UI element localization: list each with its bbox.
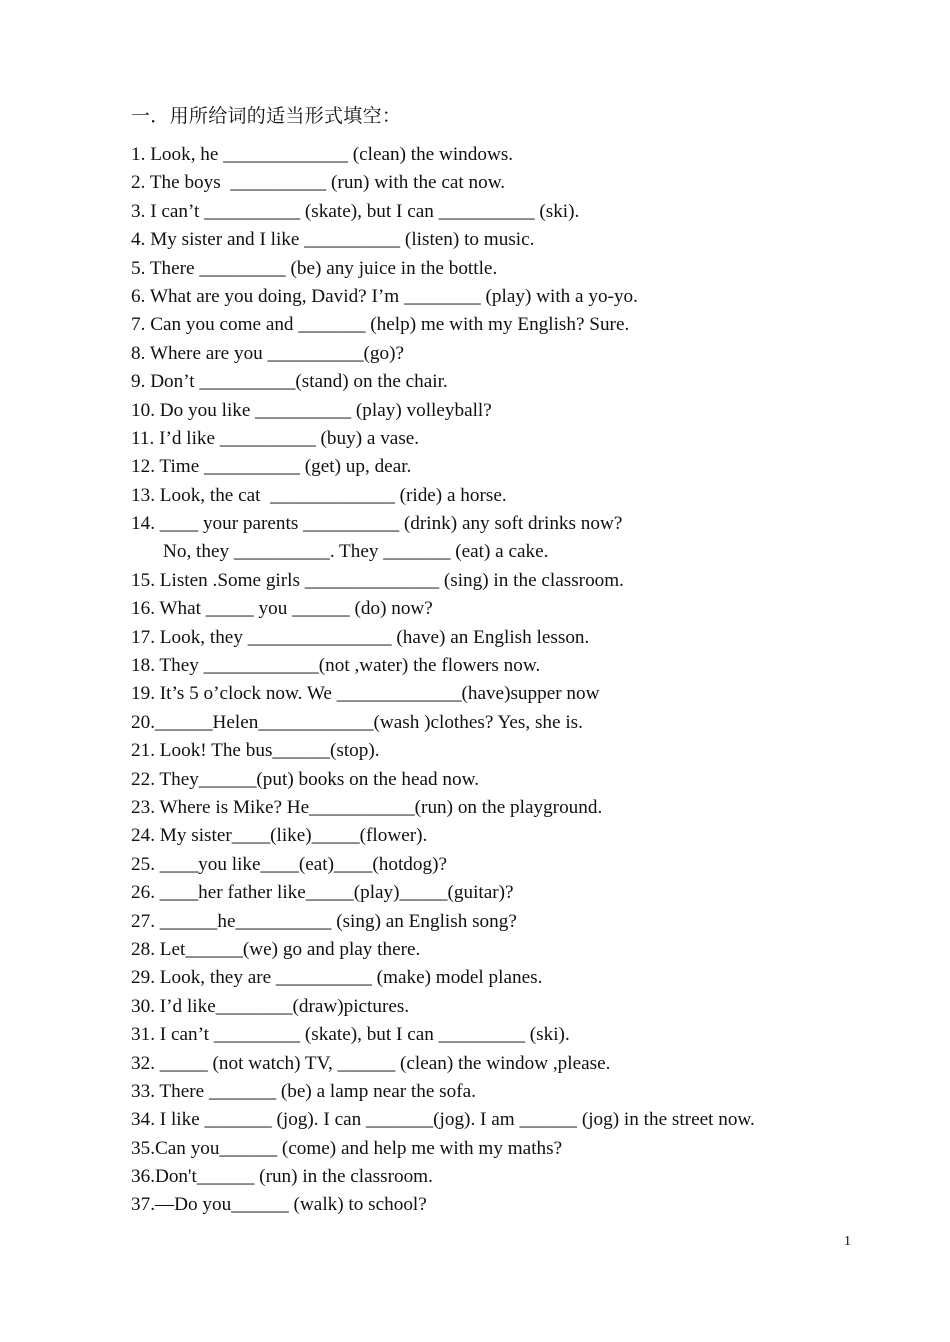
exercise-line: 10. Do you like __________ (play) volleyball? xyxy=(131,399,492,421)
exercise-line: 3. I can’t __________ (skate), but I can __________ (ski). xyxy=(131,200,580,222)
exercise-line: 12. Time __________ (get) up, dear. xyxy=(131,456,412,478)
exercise-line: 6. What are you doing, David? I’m ________ (play) with a yo-yo. xyxy=(131,285,638,307)
exercise-line: 13. Look, the cat _____________ (ride) a horse. xyxy=(131,484,507,506)
exercise-line: 27. ______he__________ (sing) an English song? xyxy=(131,910,517,932)
exercise-line: 9. Don’t __________(stand) on the chair. xyxy=(131,371,448,393)
exercise-line: 11. I’d like __________ (buy) a vase. xyxy=(131,427,420,449)
exercise-line: 16. What _____ you ______ (do) now? xyxy=(131,598,433,620)
exercise-line: 15. Listen .Some girls ______________ (sing) in the classroom. xyxy=(131,569,624,591)
exercise-line: 2. The boys __________ (run) with the cat now. xyxy=(131,172,506,194)
exercise-line: 30. I’d like________(draw)pictures. xyxy=(131,995,410,1017)
exercise-line: 31. I can’t _________ (skate), but I can _________ (ski). xyxy=(131,1024,570,1046)
exercise-line: 19. It’s 5 o’clock now. We _____________(have)supper now xyxy=(131,683,600,705)
section-heading: 一．用所给词的适当形式填空： xyxy=(131,105,402,127)
exercise-line: 18. They ____________(not ,water) the flowers now. xyxy=(131,655,541,677)
exercise-line: 36.Don't______ (run) in the classroom. xyxy=(131,1166,433,1188)
exercise-list xyxy=(131,141,911,1220)
exercise-line-continuation: No, they __________. They _______ (eat) a cake. xyxy=(163,541,549,563)
exercise-line: 34. I like _______ (jog). I can _______(jog). I am ______ (jog) in the street now. xyxy=(131,1109,755,1131)
exercise-line: 28. Let______(we) go and play there. xyxy=(131,938,421,960)
exercise-line: 21. Look! The bus______(stop). xyxy=(131,740,380,762)
exercise-line: 1. Look, he _____________ (clean) the windows. xyxy=(131,144,514,165)
exercise-line: 7. Can you come and _______ (help) me with my English? Sure. xyxy=(131,314,630,336)
exercise-line: 17. Look, they _______________ (have) an English lesson. xyxy=(131,626,590,648)
exercise-line: 8. Where are you __________(go)? xyxy=(131,342,404,364)
exercise-line: 4. My sister and I like __________ (listen) to music. xyxy=(131,229,535,251)
exercise-line: 29. Look, they are __________ (make) model planes. xyxy=(131,967,543,989)
exercise-line: 35.Can you______ (come) and help me with my maths? xyxy=(131,1137,563,1159)
exercise-line: 20.______Helen____________(wash )clothes? Yes, she is. xyxy=(131,711,583,733)
exercise-line: 5. There _________ (be) any juice in the bottle. xyxy=(131,257,498,279)
exercise-line: 26. ____her father like_____(play)_____(guitar)? xyxy=(131,882,514,904)
exercise-line: 22. They______(put) books on the head now. xyxy=(131,768,479,790)
exercise-line: 23. Where is Mike? He___________(run) on the playground. xyxy=(131,796,603,818)
exercise-line: 24. My sister____(like)_____(flower). xyxy=(131,825,428,847)
page-number: 1 xyxy=(844,1234,851,1249)
exercise-line: 14. ____ your parents __________ (drink) any soft drinks now? xyxy=(131,513,623,535)
exercise-line: 25. ____you like____(eat)____(hotdog)? xyxy=(131,853,447,875)
exercise-line: 37.—Do you______ (walk) to school? xyxy=(131,1194,427,1216)
exercise-line: 32. _____ (not watch) TV, ______ (clean) the window ,please. xyxy=(131,1052,611,1074)
exercise-line: 33. There _______ (be) a lamp near the sofa. xyxy=(131,1080,476,1102)
